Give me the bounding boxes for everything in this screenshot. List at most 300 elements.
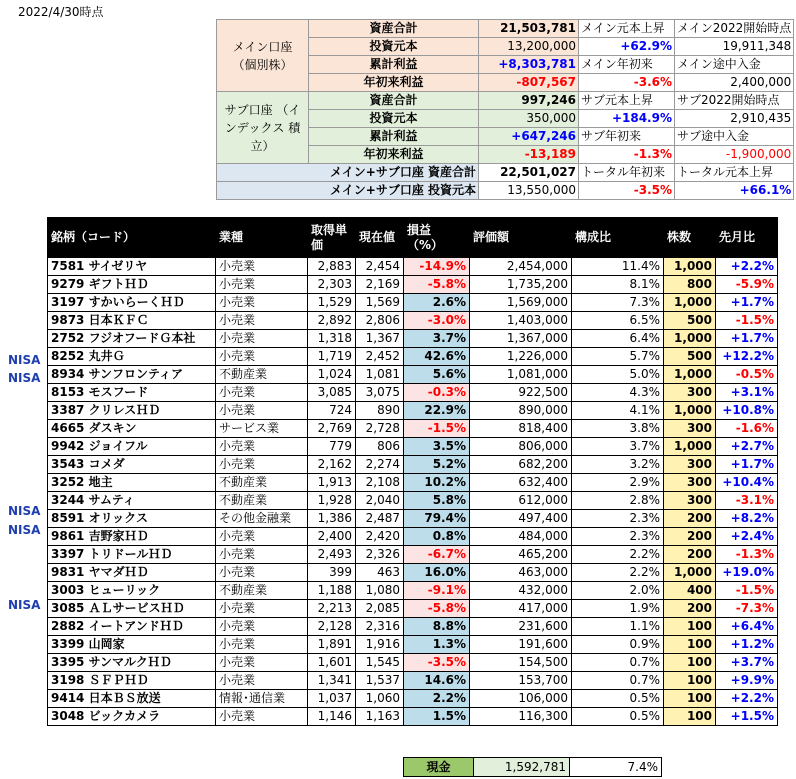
holding-row xyxy=(48,582,778,600)
profit-loss-pct: 16.0% xyxy=(404,564,470,582)
profit-loss-pct: 8.8% xyxy=(404,618,470,636)
cost-price: 2,883 xyxy=(308,258,356,276)
stock-name: 3543 コメダ xyxy=(48,456,216,474)
cost-price: 1,386 xyxy=(308,510,356,528)
market-value: 417,000 xyxy=(470,600,572,618)
month-over-month: -1.6% xyxy=(716,420,778,438)
sub-profit-label: 累計利益 xyxy=(309,128,479,146)
portfolio-weight: 2.3% xyxy=(572,528,664,546)
share-count: 400 xyxy=(664,582,716,600)
holding-row xyxy=(48,564,778,582)
header-weight: 構成比 xyxy=(572,218,664,258)
cost-price: 1,913 xyxy=(308,474,356,492)
stock-name: 3085 ＡＬサービスＨＤ xyxy=(48,600,216,618)
share-count: 100 xyxy=(664,708,716,726)
cost-price: 2,213 xyxy=(308,600,356,618)
cost-price: 1,024 xyxy=(308,366,356,384)
main-deposit-label: メイン途中入金 xyxy=(675,56,794,74)
share-count: 200 xyxy=(664,600,716,618)
sector: 小売業 xyxy=(216,708,308,726)
profit-loss-pct: 1.3% xyxy=(404,636,470,654)
share-count: 100 xyxy=(664,636,716,654)
sub-rise-value: +184.9% xyxy=(579,110,675,128)
month-over-month: -5.9% xyxy=(716,276,778,294)
current-price: 2,274 xyxy=(356,456,404,474)
month-over-month: +2.7% xyxy=(716,438,778,456)
month-over-month: +12.2% xyxy=(716,348,778,366)
current-price: 2,452 xyxy=(356,348,404,366)
main-rise-value: +62.9% xyxy=(579,38,675,56)
account-summary-table xyxy=(216,19,794,200)
current-price: 1,569 xyxy=(356,294,404,312)
portfolio-weight: 4.3% xyxy=(572,384,664,402)
sector: 小売業 xyxy=(216,402,308,420)
profit-loss-pct: -9.1% xyxy=(404,582,470,600)
share-count: 200 xyxy=(664,528,716,546)
sub-account-group-label: サブ口座 （インデックス 積立） xyxy=(217,92,309,164)
portfolio-weight: 4.1% xyxy=(572,402,664,420)
profit-loss-pct: 0.8% xyxy=(404,528,470,546)
share-count: 1,000 xyxy=(664,258,716,276)
main-invest-value: 13,200,000 xyxy=(479,38,579,56)
profit-loss-pct: 14.6% xyxy=(404,672,470,690)
sub-deposit-label: サブ途中入金 xyxy=(675,128,794,146)
total-ytd-label: トータル年初来 xyxy=(579,164,675,182)
holding-row xyxy=(48,366,778,384)
current-price: 1,367 xyxy=(356,330,404,348)
market-value: 818,400 xyxy=(470,420,572,438)
current-price: 1,163 xyxy=(356,708,404,726)
cost-price: 1,891 xyxy=(308,636,356,654)
month-over-month: +19.0% xyxy=(716,564,778,582)
portfolio-weight: 11.4% xyxy=(572,258,664,276)
combined-invest-label: メイン+サブ口座 投資元本 xyxy=(217,182,479,200)
cost-price: 399 xyxy=(308,564,356,582)
profit-loss-pct: -3.5% xyxy=(404,654,470,672)
stock-name: 3399 山岡家 xyxy=(48,636,216,654)
current-price: 1,060 xyxy=(356,690,404,708)
cost-price: 2,493 xyxy=(308,546,356,564)
market-value: 106,000 xyxy=(470,690,572,708)
month-over-month: -1.5% xyxy=(716,582,778,600)
cost-price: 724 xyxy=(308,402,356,420)
share-count: 100 xyxy=(664,672,716,690)
main-deposit-value: 2,400,000 xyxy=(675,74,794,92)
market-value: 1,367,000 xyxy=(470,330,572,348)
holding-row xyxy=(48,402,778,420)
profit-loss-pct: -1.5% xyxy=(404,420,470,438)
current-price: 890 xyxy=(356,402,404,420)
main-profit-value: +8,303,781 xyxy=(479,56,579,74)
portfolio-weight: 3.7% xyxy=(572,438,664,456)
profit-loss-pct: -5.8% xyxy=(404,276,470,294)
stock-name: 3197 すかいらーくＨＤ xyxy=(48,294,216,312)
market-value: 806,000 xyxy=(470,438,572,456)
header-cost: 取得単 価 xyxy=(308,218,356,258)
sector: 小売業 xyxy=(216,312,308,330)
portfolio-weight: 0.7% xyxy=(572,672,664,690)
market-value: 191,600 xyxy=(470,636,572,654)
share-count: 800 xyxy=(664,276,716,294)
share-count: 100 xyxy=(664,690,716,708)
share-count: 500 xyxy=(664,312,716,330)
market-value: 1,226,000 xyxy=(470,348,572,366)
month-over-month: +3.1% xyxy=(716,384,778,402)
combined-invest-value: 13,550,000 xyxy=(479,182,579,200)
market-value: 1,569,000 xyxy=(470,294,572,312)
market-value: 922,500 xyxy=(470,384,572,402)
current-price: 1,081 xyxy=(356,366,404,384)
holding-row xyxy=(48,384,778,402)
current-price: 806 xyxy=(356,438,404,456)
total-ytd-value: -3.5% xyxy=(579,182,675,200)
share-count: 1,000 xyxy=(664,438,716,456)
sector: 不動産業 xyxy=(216,492,308,510)
stock-name: 4665 ダスキン xyxy=(48,420,216,438)
sub-total-label: 資産合計 xyxy=(309,92,479,110)
current-price: 2,728 xyxy=(356,420,404,438)
header-name: 銘柄（コード） xyxy=(48,218,216,258)
market-value: 1,735,200 xyxy=(470,276,572,294)
portfolio-weight: 1.9% xyxy=(572,600,664,618)
market-value: 116,300 xyxy=(470,708,572,726)
share-count: 300 xyxy=(664,492,716,510)
portfolio-weight: 7.3% xyxy=(572,294,664,312)
current-price: 2,487 xyxy=(356,510,404,528)
holding-row xyxy=(48,456,778,474)
stock-name: 3252 地主 xyxy=(48,474,216,492)
holding-row xyxy=(48,708,778,726)
sector: 小売業 xyxy=(216,456,308,474)
holding-row xyxy=(48,312,778,330)
profit-loss-pct: 2.6% xyxy=(404,294,470,312)
share-count: 1,000 xyxy=(664,564,716,582)
share-count: 300 xyxy=(664,474,716,492)
main-ytd-value: -807,567 xyxy=(479,74,579,92)
combined-assets-value: 22,501,027 xyxy=(479,164,579,182)
month-over-month: +2.2% xyxy=(716,258,778,276)
sub-deposit-value: -1,900,000 xyxy=(675,146,794,164)
stock-name: 2882 イートアンドＨＤ xyxy=(48,618,216,636)
profit-loss-pct: 22.9% xyxy=(404,402,470,420)
portfolio-weight: 0.7% xyxy=(572,654,664,672)
share-count: 200 xyxy=(664,510,716,528)
month-over-month: +6.4% xyxy=(716,618,778,636)
current-price: 1,080 xyxy=(356,582,404,600)
holding-row xyxy=(48,600,778,618)
main-ytd-pct-label: メイン年初来 xyxy=(579,56,675,74)
portfolio-weight: 2.2% xyxy=(572,564,664,582)
stock-name: 3244 サムティ xyxy=(48,492,216,510)
portfolio-weight: 0.5% xyxy=(572,690,664,708)
nisa-badge: NISA xyxy=(8,522,41,537)
nisa-badge: NISA xyxy=(8,503,41,518)
stock-name: 3395 サンマルクＨＤ xyxy=(48,654,216,672)
portfolio-weight: 6.4% xyxy=(572,330,664,348)
market-value: 153,700 xyxy=(470,672,572,690)
header-mom: 先月比 xyxy=(716,218,778,258)
month-over-month: +9.9% xyxy=(716,672,778,690)
month-over-month: +10.8% xyxy=(716,402,778,420)
portfolio-weight: 3.8% xyxy=(572,420,664,438)
current-price: 3,075 xyxy=(356,384,404,402)
share-count: 300 xyxy=(664,420,716,438)
month-over-month: -1.3% xyxy=(716,546,778,564)
cost-price: 1,318 xyxy=(308,330,356,348)
share-count: 500 xyxy=(664,348,716,366)
holding-row xyxy=(48,672,778,690)
cost-price: 2,303 xyxy=(308,276,356,294)
portfolio-weight: 5.7% xyxy=(572,348,664,366)
stock-name: 8591 オリックス xyxy=(48,510,216,528)
sector: 小売業 xyxy=(216,672,308,690)
market-value: 231,600 xyxy=(470,618,572,636)
cost-price: 2,769 xyxy=(308,420,356,438)
header-price: 現在値 xyxy=(356,218,404,258)
holding-row xyxy=(48,420,778,438)
sector: 不動産業 xyxy=(216,366,308,384)
current-price: 463 xyxy=(356,564,404,582)
holding-row xyxy=(48,636,778,654)
month-over-month: -1.5% xyxy=(716,312,778,330)
main-total-value: 21,503,781 xyxy=(479,20,579,38)
sector: 小売業 xyxy=(216,348,308,366)
market-value: 154,500 xyxy=(470,654,572,672)
cost-price: 2,892 xyxy=(308,312,356,330)
stock-name: 9861 吉野家ＨＤ xyxy=(48,528,216,546)
portfolio-weight: 6.5% xyxy=(572,312,664,330)
sector: その他金融業 xyxy=(216,510,308,528)
holding-row xyxy=(48,276,778,294)
month-over-month: +2.4% xyxy=(716,528,778,546)
cost-price: 2,128 xyxy=(308,618,356,636)
profit-loss-pct: -0.3% xyxy=(404,384,470,402)
sector: 小売業 xyxy=(216,258,308,276)
holding-row xyxy=(48,654,778,672)
sector: 小売業 xyxy=(216,600,308,618)
stock-name: 8153 モスフード xyxy=(48,384,216,402)
stock-name: 9873 日本ＫＦＣ xyxy=(48,312,216,330)
current-price: 2,326 xyxy=(356,546,404,564)
sub-total-value: 997,246 xyxy=(479,92,579,110)
portfolio-weight: 8.1% xyxy=(572,276,664,294)
share-count: 300 xyxy=(664,384,716,402)
cost-price: 1,341 xyxy=(308,672,356,690)
profit-loss-pct: 3.7% xyxy=(404,330,470,348)
cost-price: 2,162 xyxy=(308,456,356,474)
share-count: 200 xyxy=(664,546,716,564)
holding-row xyxy=(48,690,778,708)
cash-label: 現金 xyxy=(404,758,474,777)
current-price: 2,316 xyxy=(356,618,404,636)
stock-name: 3048 ビックカメラ xyxy=(48,708,216,726)
portfolio-weight: 0.9% xyxy=(572,636,664,654)
sector: 小売業 xyxy=(216,276,308,294)
cost-price: 1,529 xyxy=(308,294,356,312)
stock-name: 9831 ヤマダＨＤ xyxy=(48,564,216,582)
sub-invest-value: 350,000 xyxy=(479,110,579,128)
holding-row xyxy=(48,330,778,348)
cash-weight: 7.4% xyxy=(570,758,662,777)
share-count: 1,000 xyxy=(664,366,716,384)
header-shares: 株数 xyxy=(664,218,716,258)
holdings-header-row xyxy=(48,218,778,258)
market-value: 612,000 xyxy=(470,492,572,510)
month-over-month: -3.1% xyxy=(716,492,778,510)
holding-row xyxy=(48,474,778,492)
header-value: 評価額 xyxy=(470,218,572,258)
profit-loss-pct: 3.5% xyxy=(404,438,470,456)
holdings-table xyxy=(47,217,778,726)
main-start-label: メイン2022開始時点 xyxy=(675,20,794,38)
header-sector: 業種 xyxy=(216,218,308,258)
main-account-group-label: メイン口座 （個別株） xyxy=(217,20,309,92)
cost-price: 1,601 xyxy=(308,654,356,672)
report-date: 2022/4/30時点 xyxy=(18,5,104,19)
month-over-month: +8.2% xyxy=(716,510,778,528)
holding-row xyxy=(48,438,778,456)
sub-profit-value: +647,246 xyxy=(479,128,579,146)
stock-name: 3397 トリドールＨＤ xyxy=(48,546,216,564)
month-over-month: +3.7% xyxy=(716,654,778,672)
share-count: 300 xyxy=(664,456,716,474)
market-value: 463,000 xyxy=(470,564,572,582)
cost-price: 1,928 xyxy=(308,492,356,510)
sub-start-label: サブ2022開始時点 xyxy=(675,92,794,110)
market-value: 682,200 xyxy=(470,456,572,474)
cost-price: 2,400 xyxy=(308,528,356,546)
cost-price: 779 xyxy=(308,438,356,456)
cost-price: 1,719 xyxy=(308,348,356,366)
main-rise-label: メイン元本上昇 xyxy=(579,20,675,38)
share-count: 100 xyxy=(664,654,716,672)
profit-loss-pct: 10.2% xyxy=(404,474,470,492)
month-over-month: +1.2% xyxy=(716,636,778,654)
current-price: 1,545 xyxy=(356,654,404,672)
holding-row xyxy=(48,528,778,546)
portfolio-weight: 2.0% xyxy=(572,582,664,600)
profit-loss-pct: 5.6% xyxy=(404,366,470,384)
cost-price: 3,085 xyxy=(308,384,356,402)
cost-price: 1,037 xyxy=(308,690,356,708)
stock-name: 8934 サンフロンティア xyxy=(48,366,216,384)
profit-loss-pct: 5.8% xyxy=(404,492,470,510)
portfolio-weight: 0.5% xyxy=(572,708,664,726)
current-price: 2,040 xyxy=(356,492,404,510)
profit-loss-pct: 42.6% xyxy=(404,348,470,366)
stock-name: 9279 ギフトＨＤ xyxy=(48,276,216,294)
month-over-month: +1.5% xyxy=(716,708,778,726)
stock-name: 9414 日本ＢＳ放送 xyxy=(48,690,216,708)
profit-loss-pct: -14.9% xyxy=(404,258,470,276)
main-ytd-label: 年初来利益 xyxy=(309,74,479,92)
cash-value: 1,592,781 xyxy=(474,758,570,777)
sector: サービス業 xyxy=(216,420,308,438)
current-price: 2,085 xyxy=(356,600,404,618)
cost-price: 1,188 xyxy=(308,582,356,600)
profit-loss-pct: 2.2% xyxy=(404,690,470,708)
month-over-month: -7.3% xyxy=(716,600,778,618)
sector: 小売業 xyxy=(216,330,308,348)
sub-start-value: 2,910,435 xyxy=(675,110,794,128)
portfolio-weight: 5.0% xyxy=(572,366,664,384)
month-over-month: -0.5% xyxy=(716,366,778,384)
month-over-month: +10.4% xyxy=(716,474,778,492)
sector: 情報･通信業 xyxy=(216,690,308,708)
profit-loss-pct: 1.5% xyxy=(404,708,470,726)
profit-loss-pct: -3.0% xyxy=(404,312,470,330)
holding-row xyxy=(48,546,778,564)
sub-ytd-pct-label: サブ年初来 xyxy=(579,128,675,146)
sector: 不動産業 xyxy=(216,582,308,600)
main-invest-label: 投資元本 xyxy=(309,38,479,56)
nisa-badge: NISA xyxy=(8,598,41,613)
cost-price: 1,146 xyxy=(308,708,356,726)
total-rise-value: +66.1% xyxy=(675,182,794,200)
portfolio-weight: 2.2% xyxy=(572,546,664,564)
market-value: 484,000 xyxy=(470,528,572,546)
sub-rise-label: サブ元本上昇 xyxy=(579,92,675,110)
profit-loss-pct: 79.4% xyxy=(404,510,470,528)
main-total-label: 資産合計 xyxy=(309,20,479,38)
market-value: 1,081,000 xyxy=(470,366,572,384)
current-price: 2,454 xyxy=(356,258,404,276)
current-price: 2,169 xyxy=(356,276,404,294)
sub-ytd-pct-value: -1.3% xyxy=(579,146,675,164)
sector: 小売業 xyxy=(216,546,308,564)
stock-name: 9942 ジョイフル xyxy=(48,438,216,456)
sector: 小売業 xyxy=(216,528,308,546)
portfolio-weight: 3.2% xyxy=(572,456,664,474)
holding-row xyxy=(48,294,778,312)
share-count: 100 xyxy=(664,618,716,636)
stock-name: 3003 ヒューリック xyxy=(48,582,216,600)
sub-ytd-label: 年初来利益 xyxy=(309,146,479,164)
stock-name: 3387 クリレスＨＤ xyxy=(48,402,216,420)
profit-loss-pct: -6.7% xyxy=(404,546,470,564)
holding-row xyxy=(48,258,778,276)
main-profit-label: 累計利益 xyxy=(309,56,479,74)
profit-loss-pct: -5.8% xyxy=(404,600,470,618)
main-start-value: 19,911,348 xyxy=(675,38,794,56)
nisa-badge: NISA xyxy=(8,371,41,386)
stock-name: 7581 サイゼリヤ xyxy=(48,258,216,276)
combined-assets-label: メイン+サブ口座 資産合計 xyxy=(217,164,479,182)
market-value: 432,000 xyxy=(470,582,572,600)
share-count: 1,000 xyxy=(664,402,716,420)
market-value: 632,400 xyxy=(470,474,572,492)
holding-row xyxy=(48,618,778,636)
month-over-month: +1.7% xyxy=(716,456,778,474)
stock-name: 3198 ＳＦＰＨＤ xyxy=(48,672,216,690)
profit-loss-pct: 5.2% xyxy=(404,456,470,474)
sector: 小売業 xyxy=(216,564,308,582)
portfolio-weight: 2.8% xyxy=(572,492,664,510)
month-over-month: +2.2% xyxy=(716,690,778,708)
sector: 小売業 xyxy=(216,384,308,402)
sub-invest-label: 投資元本 xyxy=(309,110,479,128)
stock-name: 8252 丸井Ｇ xyxy=(48,348,216,366)
sector: 小売業 xyxy=(216,636,308,654)
share-count: 1,000 xyxy=(664,330,716,348)
month-over-month: +1.7% xyxy=(716,294,778,312)
stock-name: 2752 フジオフードＧ本社 xyxy=(48,330,216,348)
share-count: 1,000 xyxy=(664,294,716,312)
holding-row xyxy=(48,510,778,528)
current-price: 1,916 xyxy=(356,636,404,654)
market-value: 497,400 xyxy=(470,510,572,528)
sector: 小売業 xyxy=(216,618,308,636)
